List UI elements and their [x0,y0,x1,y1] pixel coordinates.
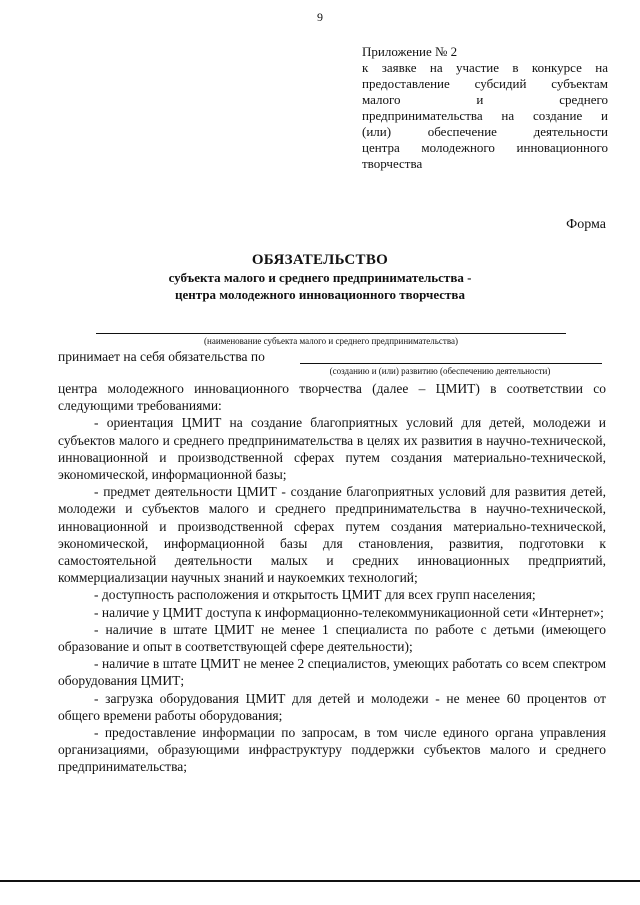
paragraph: - ориентация ЦМИТ на создание благоприятных условий для детей, молодежи и субъектов малого и среднего предпринимательства в целях их развития в научно-технической, инновационной и производственной сферах путем создания материально-технической, экономической, информационной базы; [58,415,606,483]
appendix-line: к заявке на участие в конкурсе на [362,60,608,75]
paragraph: - предоставление информации по запросам, в том числе единого органа управления организациями, образующими инфраструктуру поддержки субъектов малого и среднего предпринимательства; [58,725,606,775]
paragraph: центра молодежного инновационного творчества (далее – ЦМИТ) в соответствии со следующими требованиями: [58,381,606,414]
activity-field[interactable] [300,363,602,364]
obligation-prefix: принимает на себя обязательства по [58,349,265,364]
document-title: ОБЯЗАТЕЛЬСТВО [251,252,389,268]
appendix-line: (или) обеспечение деятельности [362,124,608,139]
paragraph: - наличие у ЦМИТ доступа к информационно-телекоммуникационной сети «Интернет»; [94,604,604,620]
appendix-line: центра молодежного инновационного [362,140,608,155]
form-label: Форма [566,217,606,232]
entity-name-field[interactable] [96,333,566,334]
appendix-line: творчества [362,156,423,171]
paragraph: - наличие в штате ЦМИТ не менее 1 специалиста по работе с детьми (имеющего образование и опыт в соответствующей сфере деятельности); [58,621,606,655]
document-subtitle: субъекта малого и среднего предпринимательства - [168,270,472,285]
appendix-title: Приложение № 2 [362,44,458,59]
appendix-line: малого и среднего [362,92,608,107]
appendix-line: предоставление субсидий субъектам [362,76,608,91]
document-subtitle: центра молодежного инновационного творчества [175,287,465,302]
paragraph: - наличие в штате ЦМИТ не менее 2 специалистов, умеющих работать со всем спектром оборудования ЦМИТ; [58,656,606,689]
appendix-block [362,44,608,172]
paragraph: - предмет деятельности ЦМИТ - создание благоприятных условий для развития детей, молодежи и субъектов малого и среднего предпринимательства в научно-технической, инновационной и производственной сферах путем создания материально-технической, экономической, информационной базы для становления, развития, подготовки к самостоятельной деятельности малых и средних инновационных предприятий, коммерциализации научных знаний и наукоемких технологий; [58,484,606,586]
entity-name-caption: (наименование субъекта малого и среднего предпринимательства) [204,336,458,346]
page-number: 9 [317,10,323,24]
paragraph: - доступность расположения и открытость ЦМИТ для всех групп населения; [94,587,536,603]
requirements-text [58,380,606,776]
appendix-line: предпринимательства на создание и [362,108,608,123]
paragraph: - загрузка оборудования ЦМИТ для детей и молодежи - не менее 60 процентов от общего времени работы оборудования; [58,690,606,723]
activity-caption: (созданию и (или) развитию (обеспечению деятельности) [329,366,551,376]
bottom-rule [0,880,640,882]
